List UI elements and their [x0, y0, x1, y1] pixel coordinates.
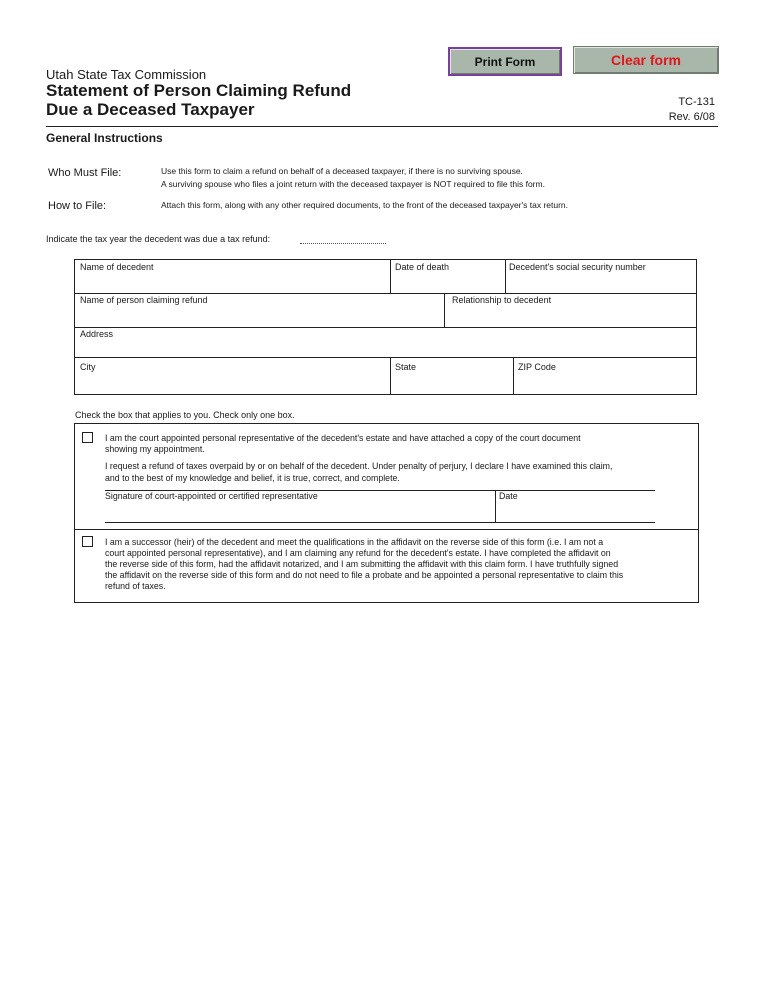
- tax-year-prompt: Indicate the tax year the decedent was due a tax refund:: [46, 234, 271, 244]
- claim-options-box: [74, 423, 699, 603]
- option1-line2: showing my appointment.: [105, 444, 205, 454]
- name-of-decedent-field[interactable]: Name of decedent: [80, 262, 154, 272]
- option2-line5: refund of taxes.: [105, 581, 166, 591]
- state-field[interactable]: State: [395, 362, 417, 372]
- address-field[interactable]: Address: [80, 329, 114, 339]
- date-of-death-field[interactable]: Date of death: [395, 262, 450, 272]
- court-representative-checkbox[interactable]: [82, 432, 93, 443]
- check-box-instruction: Check the box that applies to you. Check only one box.: [75, 410, 295, 420]
- who-must-file-label: Who Must File:: [48, 167, 122, 179]
- who-must-file-text2: A surviving spouse who files a joint return with the deceased taxpayer is NOT required to file this form.: [161, 179, 545, 189]
- options-divider: [75, 529, 698, 530]
- signature-input-line[interactable]: [105, 522, 655, 523]
- agency-name: Utah State Tax Commission: [46, 67, 207, 82]
- option2-line1: I am a successor (heir) of the decedent and meet the qualifications in the affidavit on the reverse side of this form (i.e. I am not a: [105, 537, 604, 547]
- option2-line3: the reverse side of this form, had the affidavit notarized, and I am submitting the affidavit with this claim form. I have truthfully signed: [105, 559, 619, 569]
- option1-line3: I request a refund of taxes overpaid by or on behalf of the decedent. Under penalty of perjury, I declare I have examined this claim,: [105, 461, 613, 471]
- claimant-name-field[interactable]: Name of person claiming refund: [80, 295, 208, 305]
- form-title-line2: Due a Deceased Taxpayer: [46, 100, 255, 119]
- general-instructions-heading: General Instructions: [46, 131, 163, 145]
- grid-col-divider: [390, 260, 391, 293]
- form-revision: Rev. 6/08: [668, 111, 715, 123]
- grid-row-divider: [75, 357, 696, 358]
- grid-col-divider: [390, 357, 391, 395]
- grid-col-divider: [444, 293, 445, 327]
- who-must-file-text1: Use this form to claim a refund on behalf of a deceased taxpayer, if there is no surviving spouse.: [161, 166, 523, 176]
- print-form-button[interactable]: [448, 47, 562, 76]
- relationship-field[interactable]: Relationship to decedent: [452, 295, 552, 305]
- signature-date-divider: [495, 490, 496, 522]
- form-number: TC-131: [678, 96, 715, 108]
- how-to-file-text: Attach this form, along with any other required documents, to the front of the deceased taxpayer's tax return.: [161, 200, 569, 210]
- option2-line2: court appointed personal representative), and I am claiming any refund for the decedent's estate. I have completed the affidavit on: [105, 548, 611, 558]
- grid-col-divider: [505, 260, 506, 293]
- signature-date-label: Date: [499, 491, 518, 501]
- successor-heir-checkbox[interactable]: [82, 536, 93, 547]
- how-to-file-label: How to File:: [48, 200, 107, 212]
- zip-code-field[interactable]: ZIP Code: [518, 362, 556, 372]
- grid-col-divider: [513, 357, 514, 395]
- print-form-label: Print Form: [474, 54, 536, 69]
- clear-form-label: Clear form: [610, 52, 682, 68]
- tax-year-input[interactable]: [300, 243, 386, 244]
- header-divider: [46, 126, 718, 127]
- grid-row-divider: [75, 327, 696, 328]
- option1-line1: I am the court appointed personal representative of the decedent's estate and have attached a copy of the court document: [105, 433, 581, 443]
- clear-form-button[interactable]: [573, 46, 719, 74]
- option2-line4: the affidavit on the reverse side of this form and do not need to file a probate and be appointed a personal representative to claim this: [105, 570, 624, 580]
- decedent-ssn-field[interactable]: Decedent's social security number: [509, 262, 646, 272]
- city-field[interactable]: City: [80, 362, 96, 372]
- form-title-line1: Statement of Person Claiming Refund: [46, 81, 352, 100]
- grid-row-divider: [75, 293, 696, 294]
- signature-label: Signature of court-appointed or certified representative: [105, 491, 318, 501]
- decedent-info-grid: [74, 259, 697, 395]
- option1-line4: and to the best of my knowledge and belief, it is true, correct, and complete.: [105, 473, 400, 483]
